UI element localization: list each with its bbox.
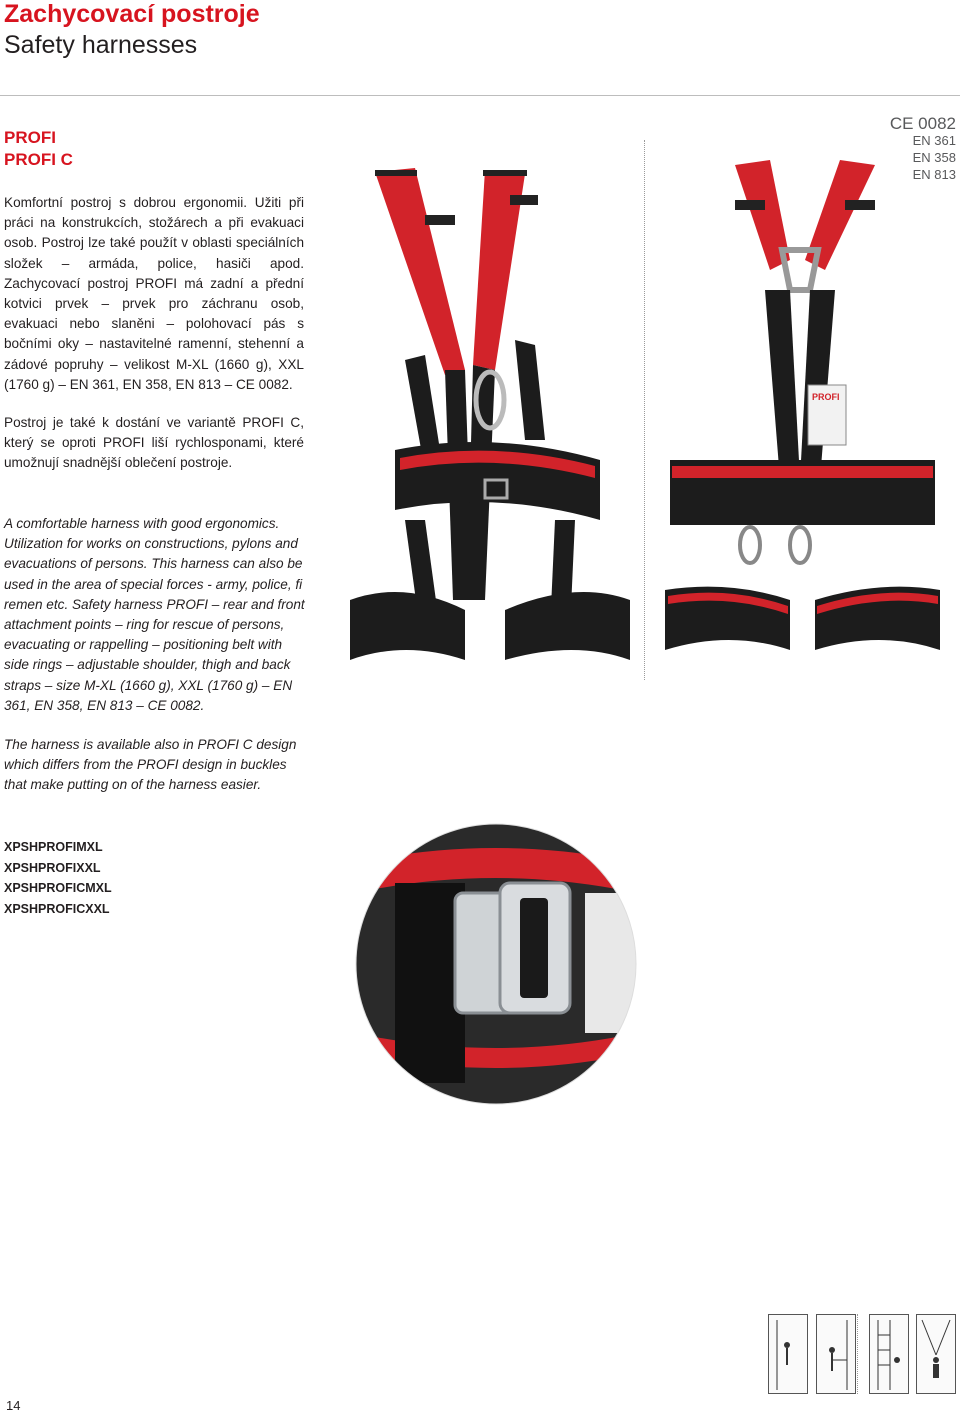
- standard-en358: EN 358: [912, 150, 956, 165]
- product-code: XPSHPROFICMXL: [4, 881, 112, 895]
- harness-front-image: [345, 160, 645, 680]
- description-cz-p1: Komfortní postroj s dobrou ergonomii. Užiti při práci na konstrukcích, stožárech a při evakuaci osob. Postroj lze také použít v oblasti speciálních složek – armáda, police, hasiči apod. Zachycovací postroj PROFI má zadní a přední kotvici prvek – prvek pro záchranu osob, evakuaci nebo slaněni – polohovací pás s bočními oky – nastavitelné ramenní, stehenní a zádové popruhy – velikost M-XL (1660 g), XXL (1760 g) – EN 361, EN 358, EN 813 – CE 0082.: [4, 195, 304, 392]
- header-divider: [0, 95, 960, 96]
- standard-en361: EN 361: [912, 133, 956, 148]
- shoulder-strap-left: [375, 168, 465, 375]
- product-name-profi-c: PROFI C: [4, 150, 73, 169]
- ce-mark-icon: CE 0082: [889, 114, 956, 133]
- page-title-en: Safety harnesses: [4, 31, 198, 59]
- product-code: XPSHPROFIXXL: [4, 860, 101, 875]
- description-en-p1: A comfortable harness with good ergonomics. Utilization for works on constructions, pylons and evacuations of persons. This harness can also be used in the area of special forces - army, police, fi remen etc. Safety harness PROFI – rear and front attachment points – ring for rescue of persons, evacuating or rappelling – positioning belt with side rings – adjustable shoulder, thigh and back straps – size M-XL (1660 g), XXL (1760 g) – EN 361, EN 358, EN 813 – CE 0082.: [4, 516, 305, 713]
- usage-icon-rescue: [916, 1314, 956, 1394]
- description-cz-p2: Postroj je také k dostání ve variantě PROFI C, který se oproti PROFI liší rychlosponami, které umožnují snadnější oblečení postroje.: [4, 415, 304, 471]
- product-code: XPSHPROFICXXL: [4, 901, 110, 916]
- page-number: 14: [6, 1398, 21, 1413]
- usage-icon-positioning: [816, 1314, 856, 1394]
- product-label-brand: PROFI: [812, 392, 840, 402]
- usage-icon-fall-arrest: [768, 1314, 808, 1394]
- product-codes-list: [4, 837, 112, 919]
- page-title-cz: Zachycovací postroje: [4, 0, 260, 28]
- product-name-profi: PROFI: [4, 128, 56, 147]
- standard-en813: EN 813: [912, 167, 956, 182]
- harness-back-image: [650, 160, 955, 680]
- description-en-p2: The harness is available also in PROFI C design which differs from the PROFI design in buckles that make putting on of the harness easier.: [4, 737, 297, 793]
- product-names: [4, 127, 73, 171]
- product-code: XPSHPROFIMXL: [4, 840, 103, 854]
- buckle-detail-image: [355, 823, 637, 1105]
- usage-icon-ladder: [869, 1314, 909, 1394]
- divider-dotted: [857, 1314, 858, 1394]
